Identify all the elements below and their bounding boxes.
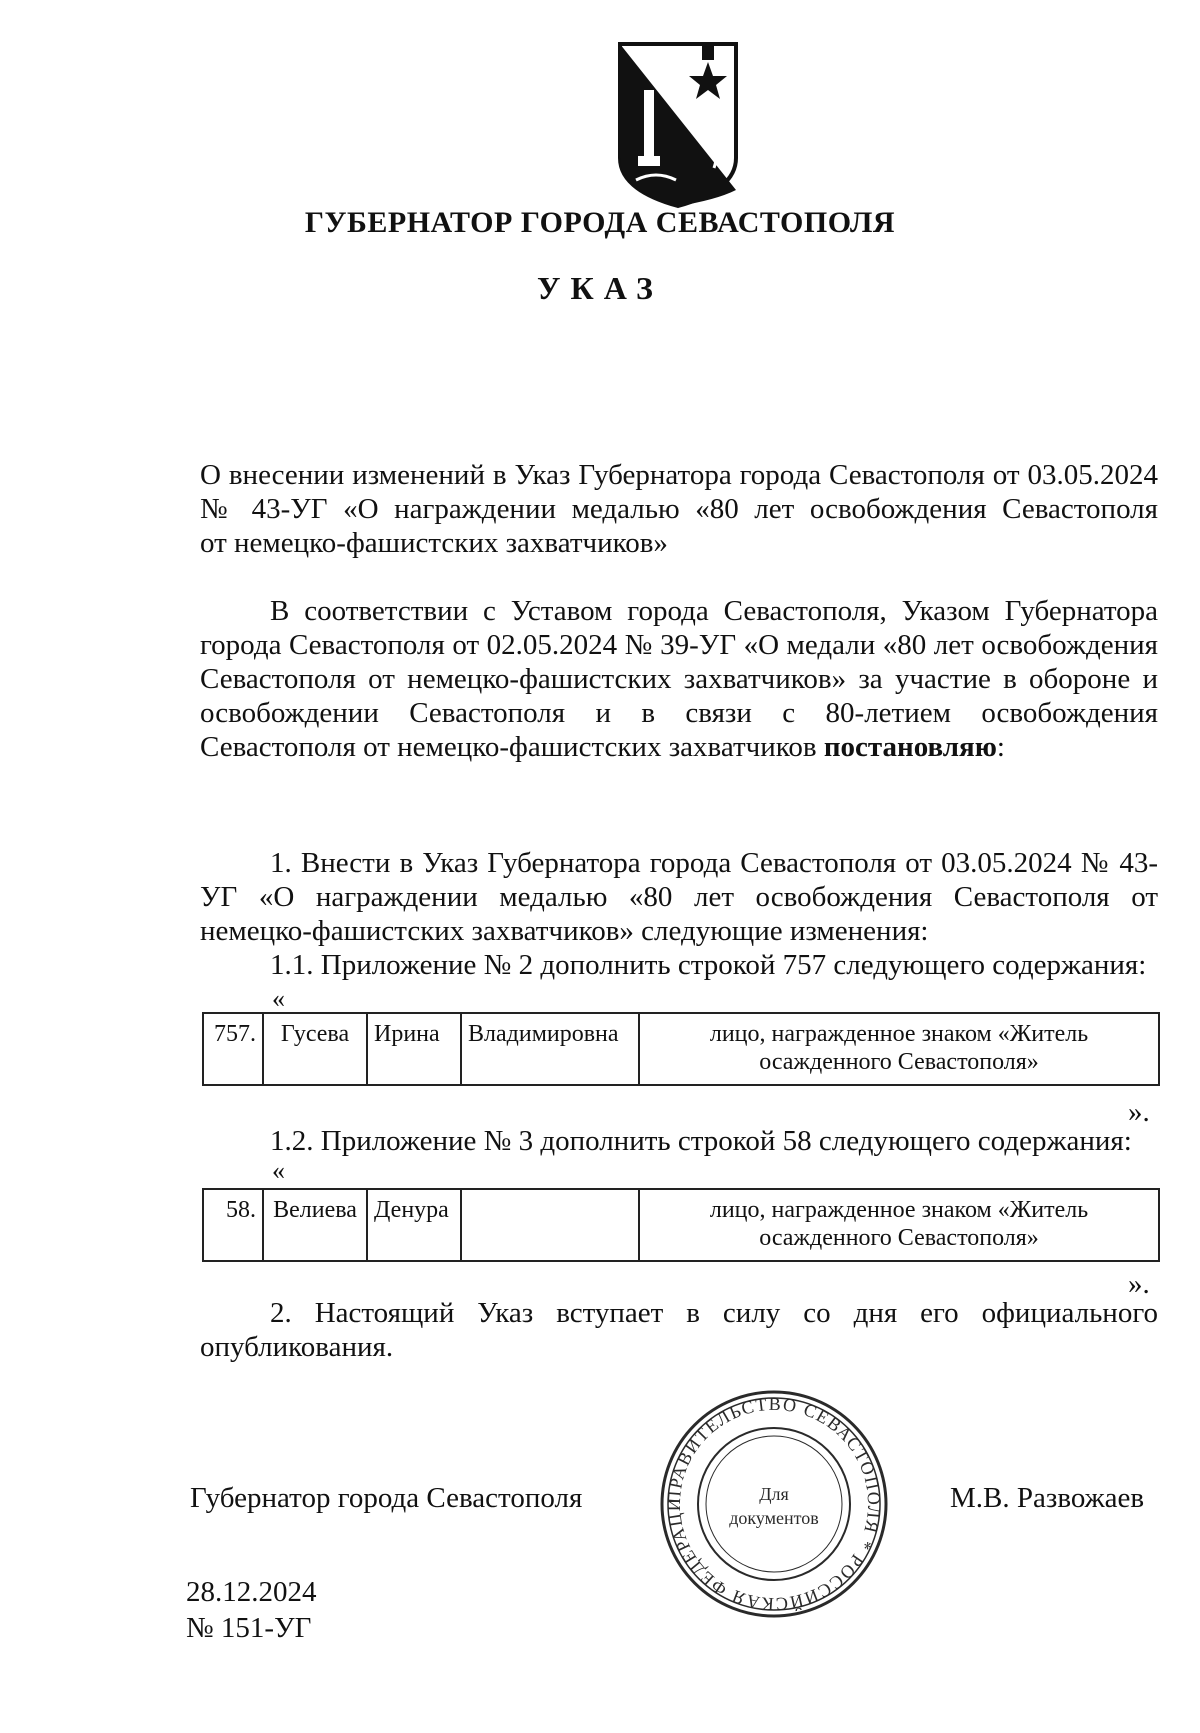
- preamble-paragraph: [200, 594, 1158, 764]
- seal-center-line-1: Для: [759, 1484, 789, 1504]
- opening-quote: «: [272, 1156, 285, 1185]
- surname-cell: Гусева: [263, 1013, 367, 1085]
- decree-number: № 151-УГ: [186, 1612, 312, 1644]
- item-1-paragraph: [200, 846, 1158, 982]
- item-2-paragraph: [200, 1296, 1158, 1364]
- official-seal-stamp: [658, 1388, 890, 1620]
- opening-quote: «: [272, 984, 285, 1013]
- issuing-authority-heading: ГУБЕРНАТОР ГОРОДА СЕВАСТОПОЛЯ: [304, 206, 896, 239]
- description-cell: лицо, награжденное знаком «Житель осажденного Севастополя»: [639, 1189, 1159, 1261]
- patronymic-cell: Владимировна: [461, 1013, 639, 1085]
- closing-quote: ».: [1128, 1096, 1150, 1128]
- surname-cell: Велиева: [263, 1189, 367, 1261]
- decree-word: постановляю: [823, 731, 997, 763]
- decree-colon: :: [996, 731, 1005, 763]
- description-cell: лицо, награжденное знаком «Житель осажденного Севастополя»: [639, 1013, 1159, 1085]
- decree-date-number: [186, 1574, 317, 1646]
- patronymic-cell: [461, 1189, 639, 1261]
- name-cell: Ирина: [367, 1013, 461, 1085]
- subject-line: от немецко-фашистских захватчиков»: [200, 527, 668, 559]
- signatory-role: Губернатор города Севастополя: [190, 1482, 583, 1514]
- signatory-name: М.В. Развожаев: [950, 1482, 1145, 1514]
- table-row: [203, 1189, 1159, 1261]
- item-1-2-paragraph: [200, 1124, 1158, 1158]
- item-1-text: 1. Внести в Указ Губернатора города Севастополя от 03.05.2024 № 43-УГ «О награждении медалью «80 лет освобождения Севастополя от немецко-фашистских захватчиков» следующие изменения:: [200, 847, 1158, 947]
- item-1-2-text: 1.2. Приложение № 3 дополнить строкой 58 следующего содержания:: [270, 1125, 1132, 1157]
- table-row: [203, 1013, 1159, 1085]
- coat-of-arms-emblem: [616, 40, 740, 210]
- amendment-table-58: [202, 1188, 1160, 1262]
- document-type-heading: УКАЗ: [537, 270, 663, 306]
- closing-quote: ».: [1128, 1268, 1150, 1300]
- item-2-text: 2. Настоящий Указ вступает в силу со дня его официального опубликования.: [200, 1297, 1158, 1363]
- decree-date: 28.12.2024: [186, 1576, 317, 1608]
- preamble-text: В соответствии с Уставом города Севастополя, Указом Губернатора города Севастополя от 02.05.2024 № 39-УГ «О медали «80 лет освобождения Севастополя от немецко-фашистских захватчиков» за участие в обороне и освобождении Севастополя и в связи с 80-летием освобождения Севастополя от немецко-фашистских захватчиков: [200, 595, 1158, 763]
- item-1-1-text: 1.1. Приложение № 2 дополнить строкой 757 следующего содержания:: [270, 949, 1147, 981]
- amendment-table-757: [202, 1012, 1160, 1086]
- subject-line: О внесении изменений в Указ Губернатора города Севастополя от 03.05.2024: [200, 459, 1158, 491]
- seal-ring-text: ПРАВИТЕЛЬСТВО СЕВАСТОПОЛЯ * РОССИЙСКАЯ ФЕДЕРАЦИ: [663, 1393, 885, 1615]
- name-cell: Денура: [367, 1189, 461, 1261]
- row-number-cell: 58.: [203, 1189, 263, 1261]
- seal-center-line-2: документов: [729, 1508, 819, 1528]
- decree-subject: [200, 458, 1158, 560]
- subject-line: № 43-УГ «О награждении медалью «80 лет освобождения Севастополя: [200, 493, 1158, 525]
- row-number-cell: 757.: [203, 1013, 263, 1085]
